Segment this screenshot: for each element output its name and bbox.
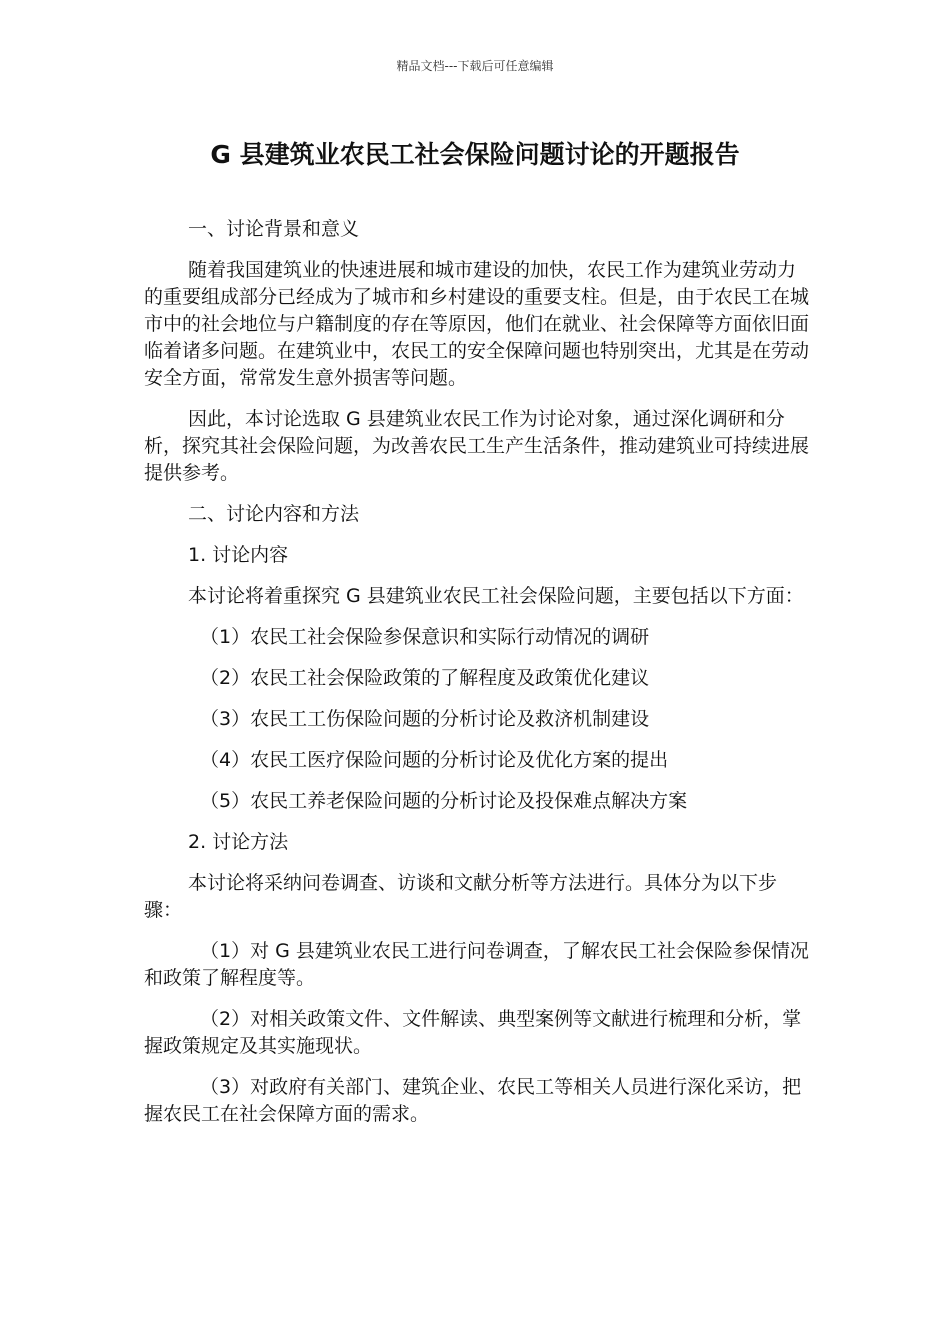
section1-paragraph: 随着我国建筑业的快速进展和城市建设的加快，农民工作为建筑业劳动力的重要组成部分已经成为了城市和乡村建设的重要支柱。但是，由于农民工在城市中的社会地位与户籍制度的存在等原因，他们在就业、社会保障等方面依旧面临着诸多问题。在建筑业中，农民工的安全保障问题也特别突出，尤其是在劳动安全方面，常常发生意外损害等问题。 <box>144 259 810 389</box>
document-title: G 县建筑业农民工社会保险问题讨论的开题报告 <box>210 140 740 169</box>
section1-paragraph: 因此，本讨论选取 G 县建筑业农民工作为讨论对象，通过深化调研和分析，探究其社会保险问题，为改善农民工生产生活条件，推动建筑业可持续进展提供参考。 <box>144 408 810 484</box>
method-step-item: （2）对相关政策文件、文件解读、典型案例等文献进行梳理和分析，掌握政策规定及其实施现状。 <box>144 1008 802 1057</box>
content-intro-paragraph: 本讨论将着重探究 G 县建筑业农民工社会保险问题，主要包括以下方面： <box>188 585 804 607</box>
section1-heading: 一、讨论背景和意义 <box>188 218 360 240</box>
content-list-item: （5）农民工养老保险问题的分析讨论及投保难点解决方案 <box>200 790 688 812</box>
document-body <box>144 216 814 1142</box>
method-step-item: （3）对政府有关部门、建筑企业、农民工等相关人员进行深化采访，把握农民工在社会保障方面的需求。 <box>144 1076 802 1125</box>
method-step-item: （1）对 G 县建筑业农民工进行问卷调查，了解农民工社会保险参保情况和政策了解程度等。 <box>144 940 809 989</box>
subsection-heading-content: 1. 讨论内容 <box>188 544 289 566</box>
content-list-item: （1）农民工社会保险参保意识和实际行动情况的调研 <box>200 626 650 648</box>
subsection-heading-method: 2. 讨论方法 <box>188 831 289 853</box>
content-list-item: （4）农民工医疗保险问题的分析讨论及优化方案的提出 <box>200 749 669 771</box>
method-intro-paragraph: 本讨论将采纳问卷调查、访谈和文献分析等方法进行。具体分为以下步骤： <box>144 872 778 921</box>
page-header-note: 精品文档---下载后可任意编辑 <box>396 59 554 73</box>
content-list-item: （2）农民工社会保险政策的了解程度及政策优化建议 <box>200 667 650 689</box>
section2-heading: 二、讨论内容和方法 <box>188 503 360 525</box>
content-list-item: （3）农民工工伤保险问题的分析讨论及救济机制建设 <box>200 708 650 730</box>
